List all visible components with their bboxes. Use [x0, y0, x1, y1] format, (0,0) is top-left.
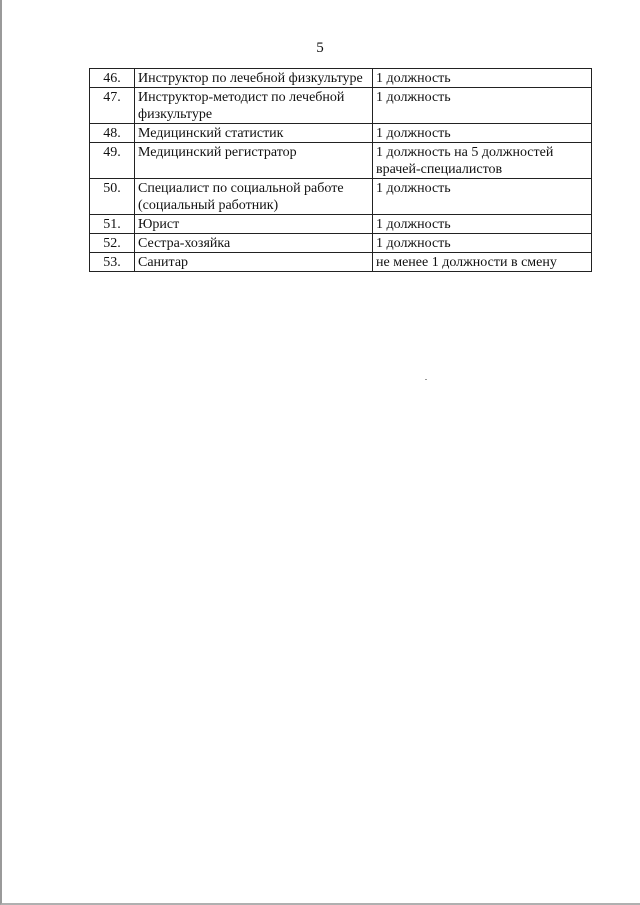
scan-speck — [425, 379, 427, 380]
staff-norm: 1 должность — [373, 215, 592, 234]
position-title: Юрист — [135, 215, 373, 234]
row-number: 52. — [90, 234, 135, 253]
staff-norm: 1 должность — [373, 124, 592, 143]
staff-norm: 1 должность на 5 должностей врачей-специалистов — [373, 143, 592, 179]
position-title: Санитар — [135, 253, 373, 272]
row-number: 50. — [90, 179, 135, 215]
table-row — [90, 179, 592, 215]
staff-norm: не менее 1 должности в смену — [373, 253, 592, 272]
row-number: 49. — [90, 143, 135, 179]
position-title: Специалист по социальной работе (социальный работник) — [135, 179, 373, 215]
position-title: Сестра-хозяйка — [135, 234, 373, 253]
page-number: 5 — [316, 40, 324, 56]
table-row — [90, 234, 592, 253]
table-row — [90, 69, 592, 88]
staff-norm: 1 должность — [373, 88, 592, 124]
staff-norm: 1 должность — [373, 69, 592, 88]
table-row — [90, 215, 592, 234]
table-row — [90, 124, 592, 143]
table-row — [90, 143, 592, 179]
position-title: Инструктор-методист по лечебной физкультуре — [135, 88, 373, 124]
row-number: 48. — [90, 124, 135, 143]
staff-norm: 1 должность — [373, 234, 592, 253]
position-title: Медицинский регистратор — [135, 143, 373, 179]
table-row — [90, 88, 592, 124]
row-number: 46. — [90, 69, 135, 88]
row-number: 51. — [90, 215, 135, 234]
table-row — [90, 253, 592, 272]
position-title: Медицинский статистик — [135, 124, 373, 143]
row-number: 53. — [90, 253, 135, 272]
row-number: 47. — [90, 88, 135, 124]
staff-norm: 1 должность — [373, 179, 592, 215]
position-title: Инструктор по лечебной физкультуре — [135, 69, 373, 88]
staffing-table — [89, 68, 592, 272]
